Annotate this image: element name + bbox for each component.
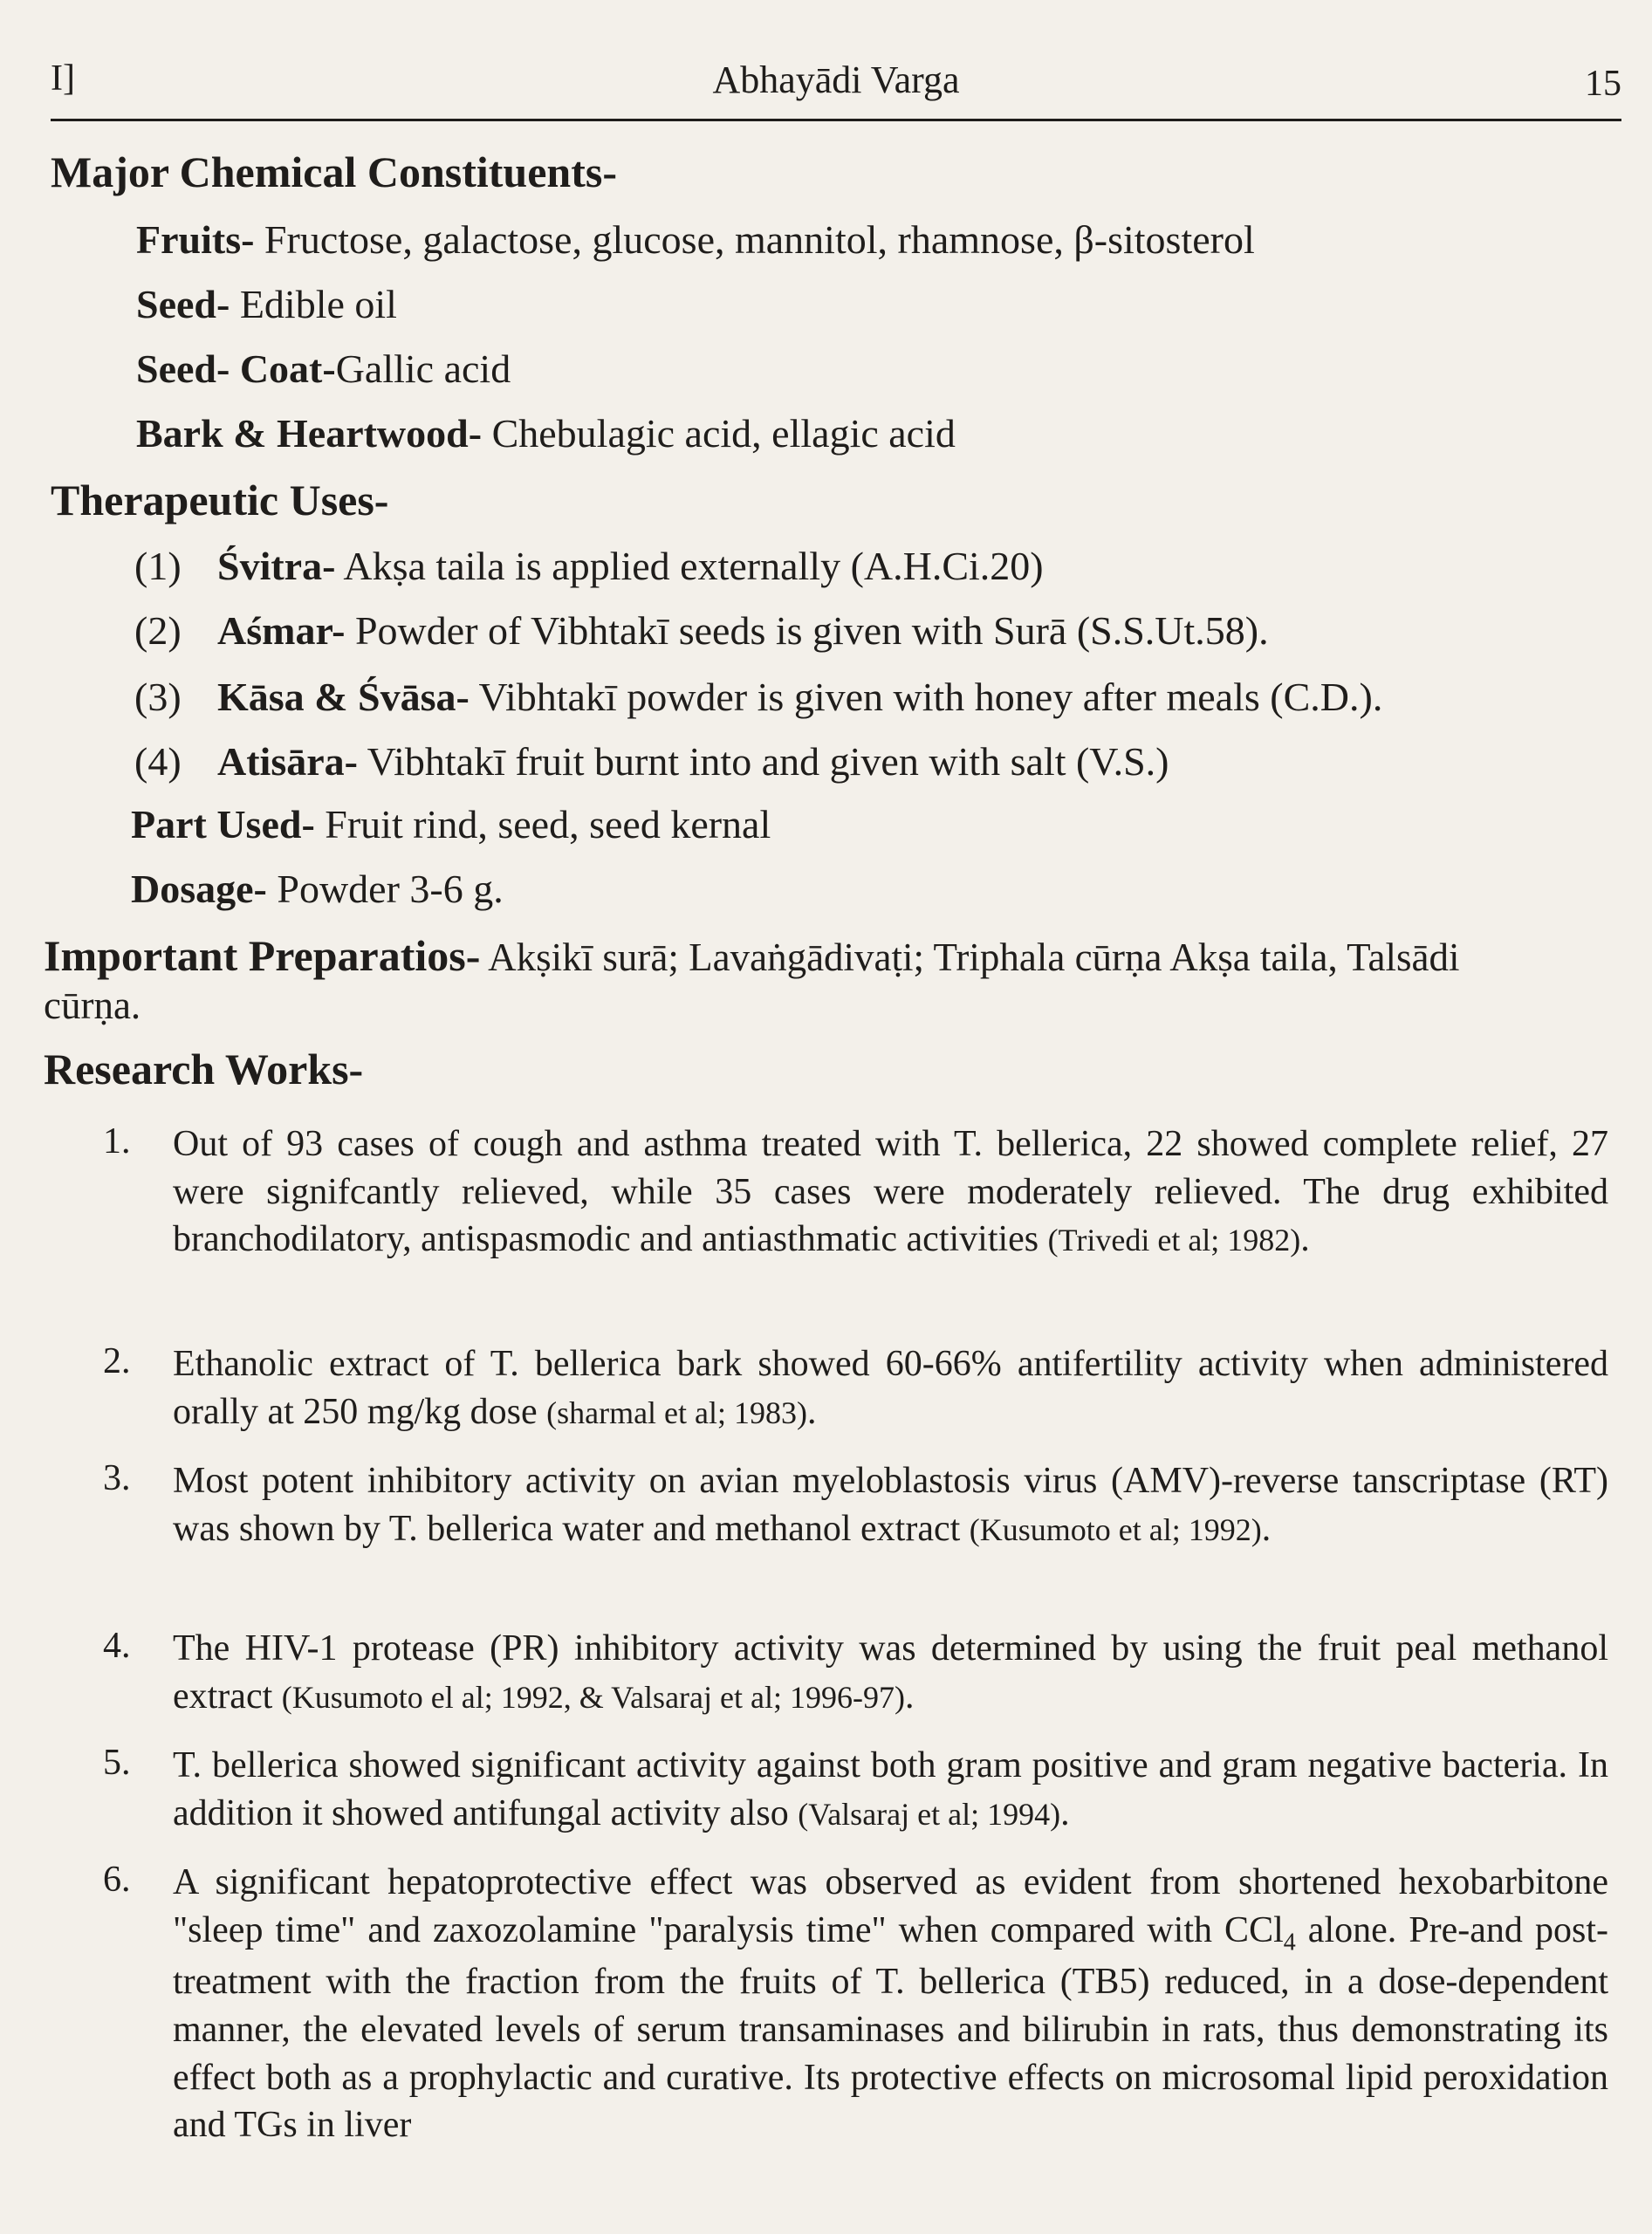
research-number: 5. bbox=[103, 1743, 131, 1783]
research-number: 3. bbox=[103, 1458, 131, 1498]
research-item: The HIV-1 protease (PR) inhibitory activity was determined by using the fruit peal methanol extract (Kusumoto el al; 1992, & Valsaraj et al; 1996-97). bbox=[173, 1628, 1608, 1717]
research-item: Out of 93 cases of cough and asthma treated with T. bellerica, 22 showed complete relief, 27 were signifcantly relieved, while 35 cases were moderately relieved. The drug exhibited branchodilatory, antispasmodic and antiasthmatic activities (Trivedi et al; 1982). bbox=[173, 1124, 1608, 1260]
research-number: 4. bbox=[103, 1626, 131, 1666]
header-rule bbox=[51, 119, 1621, 121]
section-heading-constituents: Major Chemical Constituents- bbox=[51, 147, 617, 196]
therapeutic-item: (2) Aśmar- Powder of Vibhtakī seeds is given with Surā (S.S.Ut.58). bbox=[134, 608, 1269, 653]
constituent-bark: Bark & Heartwood- Chebulagic acid, ellagic acid bbox=[136, 411, 956, 456]
research-item: Most potent inhibitory activity on avian myeloblastosis virus (AMV)-reverse tanscriptase (RT) was shown by T. bellerica water and methanol extract (Kusumoto et al; 1992). bbox=[173, 1461, 1608, 1549]
running-header bbox=[51, 51, 1621, 112]
research-number: 2. bbox=[103, 1341, 131, 1381]
section-heading-research: Research Works- bbox=[44, 1045, 364, 1093]
dosage: Dosage- Powder 3-6 g. bbox=[131, 867, 504, 911]
section-heading-therapeutic: Therapeutic Uses- bbox=[51, 476, 389, 524]
header-left-mark: I] bbox=[51, 58, 75, 99]
therapeutic-item: (4) Atisāra- Vibhtakī fruit burnt into and given with salt (V.S.) bbox=[134, 739, 1169, 784]
preparations-line-1: Important Preparatios- Akṣikī surā; Lavaṅgādivaṭi; Triphala cūrṇa Akṣa taila, Talsādi bbox=[44, 931, 1460, 980]
constituent-fruits: Fruits- Fructose, galactose, glucose, mannitol, rhamnose, β-sitosterol bbox=[136, 217, 1255, 262]
header-title: Abhayādi Varga bbox=[712, 58, 960, 101]
research-item: A significant hepatoprotective effect was observed as evident from shortened hexobarbitone "sleep time" and zaxozolamine "paralysis time" when compared with CCl$_4$ alone. Pre-and post-treatment with the fraction from the fruits of T. bellerica (TB5) reduced, in a dose-dependent manner, the elevated levels of serum transaminases and bilirubin in rats, thus demonstrating its effect both as a prophylactic and curative. Its protective effects on microsomal lipid peroxidation and TGs in liver bbox=[173, 1862, 1608, 2146]
therapeutic-item: (3) Kāsa & Śvāsa- Vibhtakī powder is given with honey after meals (C.D.). bbox=[134, 675, 1383, 719]
constituent-seed-coat: Seed- Coat-Gallic acid bbox=[136, 346, 511, 391]
research-item: Ethanolic extract of T. bellerica bark showed 60-66% antifertility activity when administered orally at 250 mg/kg dose (sharmal et al; 1983). bbox=[173, 1344, 1608, 1432]
page-number: 15 bbox=[1585, 64, 1621, 104]
research-item: T. bellerica showed significant activity against both gram positive and gram negative bacteria. In addition it showed antifungal activity also (Valsaraj et al; 1994). bbox=[173, 1745, 1608, 1833]
research-number: 1. bbox=[103, 1121, 131, 1162]
part-used: Part Used- Fruit rind, seed, seed kernal bbox=[131, 802, 771, 846]
research-number: 6. bbox=[103, 1860, 131, 1900]
preparations-line-2: cūrṇa. bbox=[44, 983, 141, 1027]
constituent-seed: Seed- Edible oil bbox=[136, 282, 397, 326]
therapeutic-item: (1) Śvitra- Akṣa taila is applied externally (A.H.Ci.20) bbox=[134, 544, 1044, 588]
